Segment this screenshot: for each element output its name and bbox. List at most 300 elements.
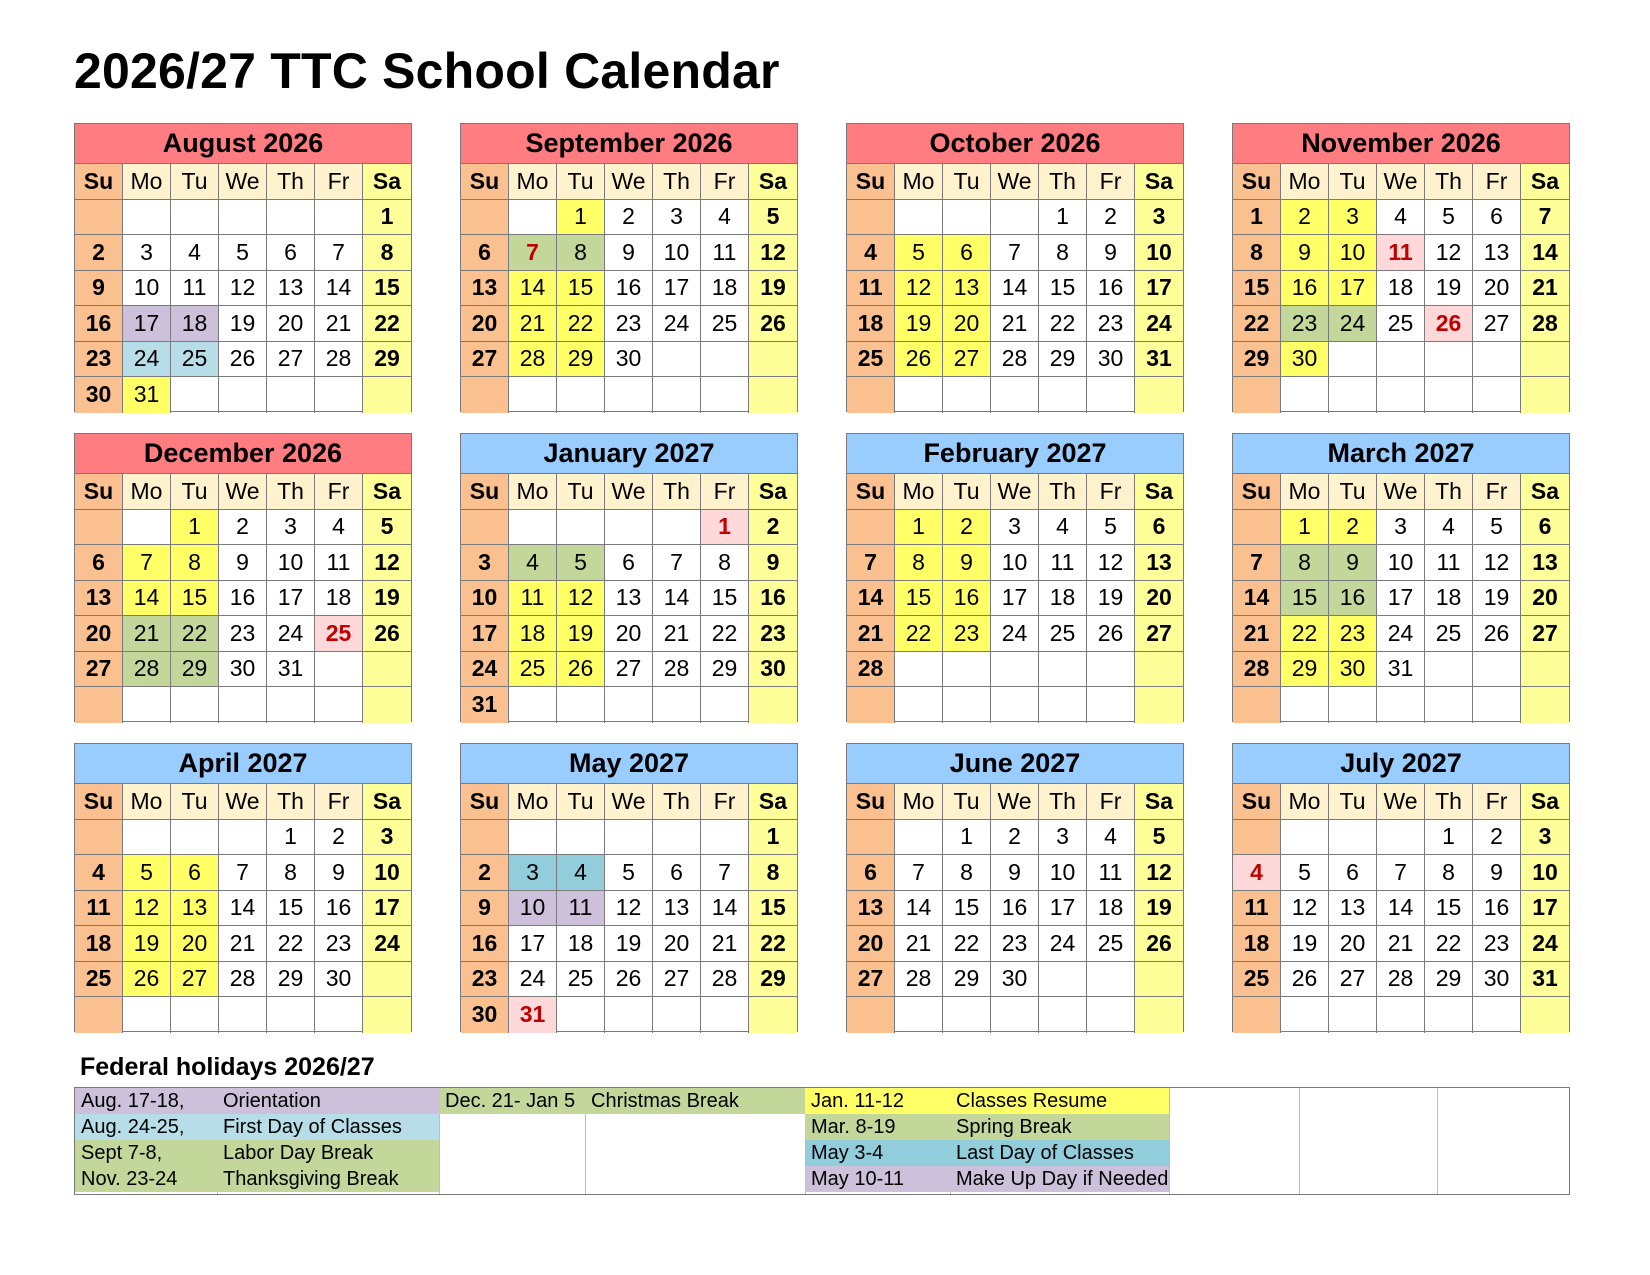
empty-cell — [363, 687, 411, 723]
weekday-label: Su — [461, 164, 509, 200]
empty-cell — [1473, 687, 1521, 723]
weekday-label: Sa — [1521, 164, 1569, 200]
day-cell: 12 — [1135, 855, 1183, 891]
day-cell: 20 — [847, 926, 895, 962]
weekday-label: Su — [75, 784, 123, 820]
day-cell: 5 — [123, 855, 171, 891]
page-title: 2026/27 TTC School Calendar — [74, 43, 780, 99]
month-title: May 2027 — [461, 744, 797, 784]
day-cell: 21 — [1377, 926, 1425, 962]
day-cell: 26 — [1135, 926, 1183, 962]
day-cell: 13 — [461, 271, 509, 307]
day-cell: 7 — [123, 545, 171, 581]
legend-date: Aug. 17-18, — [75, 1088, 217, 1114]
day-cell: 13 — [267, 271, 315, 307]
weekday-label: Sa — [749, 784, 797, 820]
empty-cell — [749, 342, 797, 378]
empty-cell — [1281, 687, 1329, 723]
empty-cell — [75, 820, 123, 856]
day-cell: 17 — [1521, 891, 1569, 927]
day-cell: 5 — [749, 200, 797, 236]
day-cell: 30 — [605, 342, 653, 378]
day-cell: 23 — [605, 306, 653, 342]
day-grid — [75, 784, 411, 1033]
weekday-label: Su — [1233, 164, 1281, 200]
day-cell: 6 — [1135, 510, 1183, 546]
day-cell: 17 — [653, 271, 701, 307]
empty-cell — [557, 997, 605, 1033]
day-cell: 7 — [1377, 855, 1425, 891]
day-cell: 22 — [1039, 306, 1087, 342]
day-cell: 19 — [1135, 891, 1183, 927]
empty-cell — [1233, 377, 1281, 413]
weekday-label: Mo — [509, 164, 557, 200]
day-cell: 15 — [943, 891, 991, 927]
month-title: March 2027 — [1233, 434, 1569, 474]
weekday-label: Mo — [123, 474, 171, 510]
day-cell: 1 — [1281, 510, 1329, 546]
day-cell: 14 — [1377, 891, 1425, 927]
day-cell: 20 — [75, 616, 123, 652]
day-cell: 6 — [1521, 510, 1569, 546]
day-cell: 20 — [171, 926, 219, 962]
day-cell: 13 — [1135, 545, 1183, 581]
day-cell: 10 — [1135, 235, 1183, 271]
day-cell: 1 — [557, 200, 605, 236]
day-cell: 6 — [653, 855, 701, 891]
day-cell: 27 — [605, 652, 653, 688]
empty-cell — [1087, 652, 1135, 688]
month-june-2027 — [846, 743, 1184, 1032]
day-cell: 5 — [1425, 200, 1473, 236]
day-cell: 23 — [461, 962, 509, 998]
weekday-label: Sa — [1135, 164, 1183, 200]
day-cell: 27 — [75, 652, 123, 688]
empty-cell — [1329, 997, 1377, 1033]
weekday-label: Th — [1039, 474, 1087, 510]
month-january-2027 — [460, 433, 798, 722]
empty-cell — [653, 687, 701, 723]
weekday-label: Fr — [315, 474, 363, 510]
legend-label: First Day of Classes — [217, 1114, 439, 1140]
day-grid — [1233, 784, 1569, 1033]
day-cell: 25 — [1233, 962, 1281, 998]
empty-cell — [605, 997, 653, 1033]
legend-label: Labor Day Break — [217, 1140, 439, 1166]
day-cell: 17 — [1377, 581, 1425, 617]
day-cell: 20 — [605, 616, 653, 652]
day-cell: 24 — [267, 616, 315, 652]
day-cell: 1 — [267, 820, 315, 856]
month-february-2027 — [846, 433, 1184, 722]
empty-cell — [991, 377, 1039, 413]
day-cell: 10 — [509, 891, 557, 927]
empty-cell — [1039, 687, 1087, 723]
weekday-label: We — [605, 474, 653, 510]
empty-cell — [1377, 687, 1425, 723]
weekday-label: Tu — [943, 784, 991, 820]
weekday-label: We — [991, 164, 1039, 200]
day-cell: 9 — [75, 271, 123, 307]
day-cell: 5 — [1087, 510, 1135, 546]
day-cell: 12 — [605, 891, 653, 927]
day-cell: 19 — [1425, 271, 1473, 307]
day-cell: 27 — [171, 962, 219, 998]
day-cell: 1 — [171, 510, 219, 546]
day-cell: 11 — [1425, 545, 1473, 581]
day-cell: 17 — [267, 581, 315, 617]
day-cell: 9 — [1281, 235, 1329, 271]
month-title: November 2026 — [1233, 124, 1569, 164]
day-cell: 16 — [605, 271, 653, 307]
day-cell: 15 — [1233, 271, 1281, 307]
weekday-label: Mo — [509, 474, 557, 510]
holiday-legend — [74, 1087, 1570, 1195]
day-cell: 7 — [1233, 545, 1281, 581]
empty-cell — [1281, 820, 1329, 856]
month-title: October 2026 — [847, 124, 1183, 164]
day-cell: 10 — [1377, 545, 1425, 581]
empty-cell — [653, 997, 701, 1033]
day-cell: 15 — [1281, 581, 1329, 617]
day-cell: 17 — [1135, 271, 1183, 307]
weekday-label: Su — [461, 474, 509, 510]
day-cell: 9 — [943, 545, 991, 581]
empty-cell — [1329, 342, 1377, 378]
day-cell: 22 — [1281, 616, 1329, 652]
day-cell: 21 — [701, 926, 749, 962]
weekday-label: We — [991, 474, 1039, 510]
day-cell: 21 — [123, 616, 171, 652]
month-title: July 2027 — [1233, 744, 1569, 784]
day-cell: 26 — [123, 962, 171, 998]
weekday-label: Fr — [315, 784, 363, 820]
empty-cell — [509, 820, 557, 856]
day-cell: 3 — [1521, 820, 1569, 856]
empty-cell — [943, 997, 991, 1033]
day-cell: 9 — [1329, 545, 1377, 581]
empty-cell — [1233, 820, 1281, 856]
legend-date: Aug. 24-25, — [75, 1114, 217, 1140]
day-cell: 24 — [1039, 926, 1087, 962]
weekday-label: Mo — [895, 784, 943, 820]
day-cell: 5 — [363, 510, 411, 546]
month-september-2026 — [460, 123, 798, 412]
day-cell: 14 — [315, 271, 363, 307]
day-cell: 4 — [509, 545, 557, 581]
empty-cell — [701, 997, 749, 1033]
weekday-label: Sa — [749, 474, 797, 510]
month-title: June 2027 — [847, 744, 1183, 784]
day-cell: 27 — [1473, 306, 1521, 342]
day-cell: 23 — [1473, 926, 1521, 962]
day-cell: 3 — [1329, 200, 1377, 236]
day-cell: 20 — [943, 306, 991, 342]
weekday-label: Mo — [123, 784, 171, 820]
day-cell: 28 — [315, 342, 363, 378]
weekday-label: We — [605, 784, 653, 820]
weekday-label: Su — [75, 164, 123, 200]
day-cell: 23 — [991, 926, 1039, 962]
day-cell: 11 — [1377, 235, 1425, 271]
empty-cell — [461, 820, 509, 856]
day-cell: 22 — [749, 926, 797, 962]
day-cell: 22 — [895, 616, 943, 652]
day-cell: 10 — [653, 235, 701, 271]
day-cell: 31 — [1135, 342, 1183, 378]
empty-cell — [1135, 687, 1183, 723]
weekday-label: Fr — [1087, 164, 1135, 200]
day-cell: 28 — [219, 962, 267, 998]
day-cell: 8 — [171, 545, 219, 581]
day-cell: 5 — [1473, 510, 1521, 546]
day-cell: 20 — [267, 306, 315, 342]
empty-cell — [1425, 652, 1473, 688]
empty-cell — [1377, 342, 1425, 378]
empty-cell — [363, 962, 411, 998]
empty-cell — [123, 510, 171, 546]
empty-cell — [895, 652, 943, 688]
empty-cell — [1425, 997, 1473, 1033]
day-cell: 5 — [219, 235, 267, 271]
day-cell: 2 — [605, 200, 653, 236]
empty-cell — [1233, 687, 1281, 723]
day-cell: 27 — [943, 342, 991, 378]
day-cell: 2 — [1281, 200, 1329, 236]
day-cell: 7 — [315, 235, 363, 271]
day-cell: 24 — [1521, 926, 1569, 962]
day-cell: 18 — [701, 271, 749, 307]
day-cell: 1 — [1425, 820, 1473, 856]
day-cell: 7 — [991, 235, 1039, 271]
empty-cell — [219, 820, 267, 856]
day-cell: 13 — [1521, 545, 1569, 581]
day-cell: 13 — [75, 581, 123, 617]
day-cell: 30 — [315, 962, 363, 998]
empty-cell — [991, 652, 1039, 688]
empty-cell — [267, 687, 315, 723]
day-cell: 12 — [1473, 545, 1521, 581]
day-cell: 5 — [557, 545, 605, 581]
day-cell: 11 — [1233, 891, 1281, 927]
day-cell: 7 — [653, 545, 701, 581]
empty-cell — [267, 200, 315, 236]
day-cell: 22 — [363, 306, 411, 342]
empty-cell — [1135, 962, 1183, 998]
day-cell: 3 — [653, 200, 701, 236]
day-cell: 24 — [509, 962, 557, 998]
empty-cell — [943, 687, 991, 723]
day-cell: 27 — [461, 342, 509, 378]
day-cell: 9 — [315, 855, 363, 891]
day-cell: 4 — [171, 235, 219, 271]
month-october-2026 — [846, 123, 1184, 412]
day-grid — [847, 164, 1183, 413]
weekday-label: Mo — [1281, 784, 1329, 820]
weekday-label: Tu — [943, 474, 991, 510]
day-cell: 6 — [847, 855, 895, 891]
empty-cell — [1521, 652, 1569, 688]
day-cell: 30 — [991, 962, 1039, 998]
weekday-label: Fr — [1473, 474, 1521, 510]
day-cell: 14 — [653, 581, 701, 617]
month-november-2026 — [1232, 123, 1570, 412]
day-cell: 9 — [991, 855, 1039, 891]
empty-cell — [1329, 820, 1377, 856]
day-cell: 6 — [1329, 855, 1377, 891]
legend-label: Christmas Break — [585, 1088, 805, 1114]
weekday-label: Tu — [557, 474, 605, 510]
weekday-label: Fr — [1473, 164, 1521, 200]
day-grid — [75, 164, 411, 413]
empty-cell — [1039, 377, 1087, 413]
day-cell: 24 — [653, 306, 701, 342]
day-cell: 10 — [123, 271, 171, 307]
day-cell: 16 — [219, 581, 267, 617]
day-cell: 28 — [653, 652, 701, 688]
day-cell: 24 — [363, 926, 411, 962]
legend-label: Thanksgiving Break — [217, 1166, 439, 1192]
day-cell: 22 — [557, 306, 605, 342]
day-cell: 3 — [461, 545, 509, 581]
empty-cell — [847, 200, 895, 236]
day-cell: 18 — [75, 926, 123, 962]
weekday-label: Su — [847, 474, 895, 510]
legend-date: Nov. 23-24 — [75, 1166, 217, 1192]
day-cell: 7 — [509, 235, 557, 271]
day-cell: 2 — [219, 510, 267, 546]
empty-cell — [267, 997, 315, 1033]
weekday-label: Su — [1233, 784, 1281, 820]
weekday-label: Mo — [1281, 474, 1329, 510]
day-cell: 29 — [701, 652, 749, 688]
day-cell: 19 — [1087, 581, 1135, 617]
empty-cell — [749, 377, 797, 413]
empty-cell — [1377, 820, 1425, 856]
day-cell: 27 — [267, 342, 315, 378]
empty-cell — [895, 820, 943, 856]
day-cell: 12 — [895, 271, 943, 307]
empty-cell — [1425, 687, 1473, 723]
day-cell: 7 — [847, 545, 895, 581]
weekday-label: Th — [267, 164, 315, 200]
day-cell: 19 — [1281, 926, 1329, 962]
empty-cell — [1329, 377, 1377, 413]
empty-cell — [171, 687, 219, 723]
day-cell: 21 — [315, 306, 363, 342]
day-cell: 15 — [363, 271, 411, 307]
month-title: January 2027 — [461, 434, 797, 474]
weekday-label: Tu — [1329, 474, 1377, 510]
day-cell: 31 — [123, 377, 171, 413]
empty-cell — [219, 687, 267, 723]
day-cell: 14 — [1233, 581, 1281, 617]
day-cell: 29 — [171, 652, 219, 688]
empty-cell — [991, 997, 1039, 1033]
weekday-label: Mo — [123, 164, 171, 200]
empty-cell — [605, 510, 653, 546]
empty-cell — [267, 377, 315, 413]
empty-cell — [895, 997, 943, 1033]
day-cell: 17 — [1329, 271, 1377, 307]
day-cell: 28 — [847, 652, 895, 688]
day-cell: 9 — [605, 235, 653, 271]
empty-cell — [1135, 997, 1183, 1033]
day-cell: 4 — [1039, 510, 1087, 546]
empty-cell — [847, 687, 895, 723]
weekday-label: Th — [653, 784, 701, 820]
empty-cell — [123, 687, 171, 723]
empty-cell — [1135, 652, 1183, 688]
day-cell: 24 — [123, 342, 171, 378]
day-cell: 13 — [847, 891, 895, 927]
day-cell: 11 — [509, 581, 557, 617]
day-cell: 12 — [363, 545, 411, 581]
day-cell: 19 — [123, 926, 171, 962]
empty-cell — [557, 377, 605, 413]
day-cell: 4 — [701, 200, 749, 236]
day-cell: 19 — [557, 616, 605, 652]
day-cell: 16 — [1087, 271, 1135, 307]
empty-cell — [943, 200, 991, 236]
weekday-label: We — [219, 164, 267, 200]
day-cell: 1 — [749, 820, 797, 856]
empty-cell — [219, 377, 267, 413]
month-july-2027 — [1232, 743, 1570, 1032]
empty-cell — [1087, 687, 1135, 723]
holidays-title: Federal holidays 2026/27 — [80, 1053, 375, 1081]
day-cell: 4 — [1233, 855, 1281, 891]
empty-cell — [653, 510, 701, 546]
day-cell: 6 — [1473, 200, 1521, 236]
day-cell: 21 — [895, 926, 943, 962]
weekday-label: Sa — [1135, 784, 1183, 820]
day-cell: 13 — [943, 271, 991, 307]
empty-cell — [895, 687, 943, 723]
day-cell: 1 — [895, 510, 943, 546]
day-cell: 17 — [123, 306, 171, 342]
day-cell: 15 — [1425, 891, 1473, 927]
day-cell: 4 — [557, 855, 605, 891]
empty-cell — [363, 997, 411, 1033]
day-cell: 18 — [1087, 891, 1135, 927]
empty-cell — [1521, 377, 1569, 413]
empty-cell — [461, 200, 509, 236]
weekday-label: Sa — [749, 164, 797, 200]
empty-cell — [315, 200, 363, 236]
empty-cell — [219, 997, 267, 1033]
day-cell: 28 — [509, 342, 557, 378]
day-cell: 31 — [1521, 962, 1569, 998]
empty-cell — [315, 687, 363, 723]
day-cell: 9 — [749, 545, 797, 581]
day-cell: 26 — [1087, 616, 1135, 652]
day-cell: 29 — [749, 962, 797, 998]
day-cell: 18 — [171, 306, 219, 342]
day-cell: 25 — [1377, 306, 1425, 342]
day-cell: 21 — [1233, 616, 1281, 652]
empty-cell — [171, 997, 219, 1033]
day-cell: 18 — [509, 616, 557, 652]
day-cell: 12 — [749, 235, 797, 271]
day-cell: 1 — [1233, 200, 1281, 236]
day-cell: 29 — [1425, 962, 1473, 998]
day-cell: 28 — [701, 962, 749, 998]
day-cell: 25 — [1087, 926, 1135, 962]
legend-date: May 10-11 — [805, 1166, 950, 1192]
day-cell: 10 — [363, 855, 411, 891]
weekday-label: Mo — [1281, 164, 1329, 200]
